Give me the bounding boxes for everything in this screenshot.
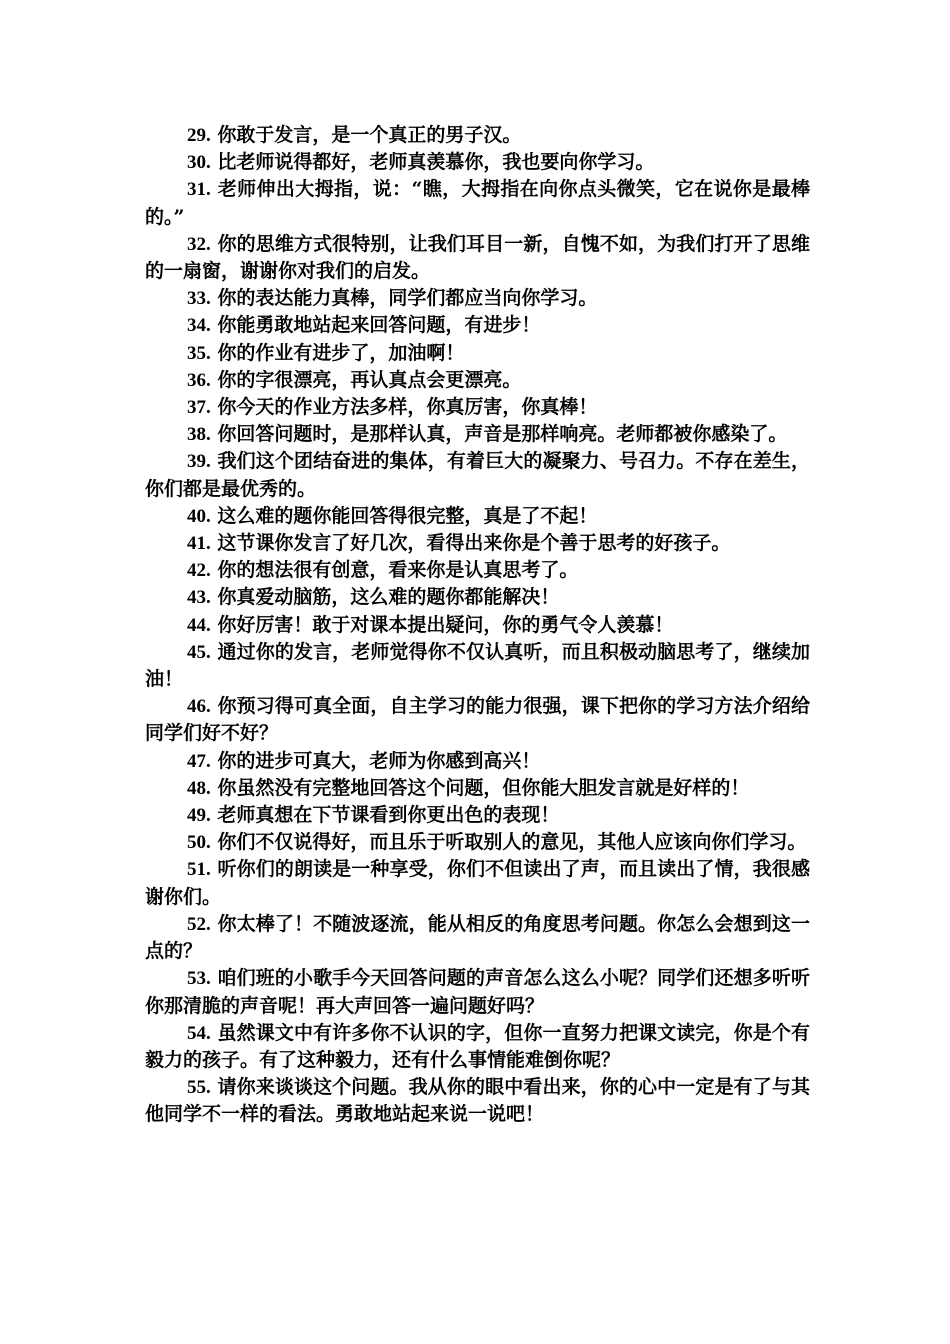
list-item: [145, 911, 810, 965]
item-text: 你敢于发言，是一个真正的男子汉。: [210, 124, 522, 146]
item-text: 你的表达能力真棒，同学们都应当向你学习。: [210, 287, 598, 310]
item-text: 你的进步可真大，老师为你感到高兴！: [210, 749, 541, 772]
item-text: 你太棒了！不随波逐流，能从相反的角度思考问题。你怎么会想到这一点的？: [145, 912, 810, 963]
document-body: [145, 122, 810, 1129]
item-text: 你预习得可真全面，自主学习的能力很强，课下把你的学习方法介绍给同学们好不好？: [145, 695, 810, 745]
item-text: 虽然课文中有许多你不认识的字，但你一直努力把课文读完，你是个有毅力的孩子。有了这种毅力，还有什么事情能难倒你呢？: [145, 1021, 810, 1071]
list-item: [145, 285, 810, 312]
item-number: 48.: [187, 777, 211, 799]
list-item: [145, 312, 810, 339]
item-number: 47.: [187, 750, 211, 772]
list-item: [145, 176, 810, 230]
item-text: 你虽然没有完整地回答这个问题，但你能大胆发言就是好样的！: [210, 776, 750, 799]
item-number: 46.: [187, 696, 211, 718]
list-item: [145, 775, 810, 802]
list-item: [145, 965, 810, 1019]
list-item: [145, 421, 810, 448]
item-text: 我们这个团结奋进的集体，有着巨大的凝聚力、号召力。不存在差生，你们都是最优秀的。: [145, 450, 810, 500]
list-item: [145, 856, 810, 910]
list-item: [145, 340, 810, 367]
list-item: [145, 122, 810, 149]
item-text: 通过你的发言，老师觉得你不仅认真听，而且积极动脑思考了，继续加油！: [145, 640, 810, 691]
list-item: [145, 829, 810, 856]
item-number: 54.: [187, 1022, 211, 1044]
list-item: [145, 639, 810, 693]
item-text: 老师真想在下节课看到你更出色的表现！: [210, 804, 560, 827]
list-item: [145, 557, 810, 584]
list-item: [145, 231, 810, 285]
list-item: [145, 448, 810, 502]
item-number: 31.: [187, 179, 211, 201]
list-item: [145, 693, 810, 747]
item-number: 33.: [187, 288, 211, 310]
list-item: [145, 394, 810, 421]
item-text: 你的想法很有创意，看来你是认真思考了。: [210, 559, 579, 582]
item-number: 40.: [187, 505, 211, 527]
item-number: 35.: [187, 342, 211, 364]
item-number: 39.: [187, 451, 211, 473]
list-item: [145, 149, 810, 176]
item-number: 42.: [187, 560, 211, 582]
list-item: [145, 1020, 810, 1074]
item-number: 50.: [187, 832, 211, 854]
list-item: [145, 1074, 810, 1128]
item-number: 45.: [187, 641, 211, 663]
item-text: 比老师说得都好，老师真羡慕你，我也要向你学习。: [210, 151, 655, 174]
item-number: 32.: [187, 233, 211, 255]
item-text: 听你们的朗读是一种享受，你们不但读出了声，而且读出了情，我很感谢你们。: [145, 858, 810, 908]
item-text: 老师伸出大拇指，说：“瞧，大拇指在向你点头微笑，它在说你是最棒的。”: [145, 178, 810, 228]
item-number: 30.: [187, 152, 211, 174]
item-number: 43.: [187, 587, 211, 609]
item-text: 请你来谈谈这个问题。我从你的眼中看出来，你的心中一定是有了与其他同学不一样的看法。勇敢地站起来说一说吧！: [145, 1076, 810, 1126]
item-text: 这么难的题你能回答得很完整，真是了不起！: [210, 504, 598, 527]
list-item: [145, 584, 810, 611]
item-number: 41.: [187, 533, 211, 555]
item-number: 49.: [187, 805, 211, 827]
item-text: 你的作业有进步了，加油啊！: [210, 341, 465, 364]
list-item: [145, 530, 810, 557]
item-text: 你真爱动脑筋，这么难的题你都能解决！: [210, 586, 560, 609]
item-text: 你能勇敢地站起来回答问题，有进步！: [210, 314, 541, 337]
list-item: [145, 367, 810, 394]
item-text: 你今天的作业方法多样，你真厉害，你真棒！: [210, 396, 598, 419]
item-number: 44.: [187, 614, 211, 636]
list-item: [145, 503, 810, 530]
list-item: [145, 748, 810, 775]
item-text: 你的思维方式很特别，让我们耳目一新，自愧不如，为我们打开了思维的一扇窗，谢谢你对我们的启发。: [145, 232, 810, 283]
item-number: 38.: [187, 424, 211, 446]
item-text: 你们不仅说得好，而且乐于听取别人的意见，其他人应该向你们学习。: [210, 831, 807, 854]
item-text: 你回答问题时，是那样认真，声音是那样响亮。老师都被你感染了。: [210, 423, 788, 446]
item-text: 你的字很漂亮，再认真点会更漂亮。: [210, 368, 522, 391]
item-number: 51.: [187, 859, 211, 881]
item-number: 34.: [187, 315, 211, 337]
list-item: [145, 612, 810, 639]
item-number: 53.: [187, 968, 211, 990]
item-number: 36.: [187, 369, 211, 391]
item-text: 咱们班的小歌手今天回答问题的声音怎么这么小呢？同学们还想多听听你那清脆的声音呢！再大声回答一遍问题好吗？: [145, 967, 810, 1017]
list-item: [145, 802, 810, 829]
item-number: 52.: [187, 913, 211, 935]
item-text: 这节课你发言了好几次，看得出来你是个善于思考的好孩子。: [210, 532, 731, 555]
item-number: 37.: [187, 397, 211, 419]
item-text: 你好厉害！敢于对课本提出疑问，你的勇气令人羡慕！: [210, 613, 674, 636]
item-number: 29.: [187, 125, 211, 146]
item-number: 55.: [187, 1077, 211, 1099]
